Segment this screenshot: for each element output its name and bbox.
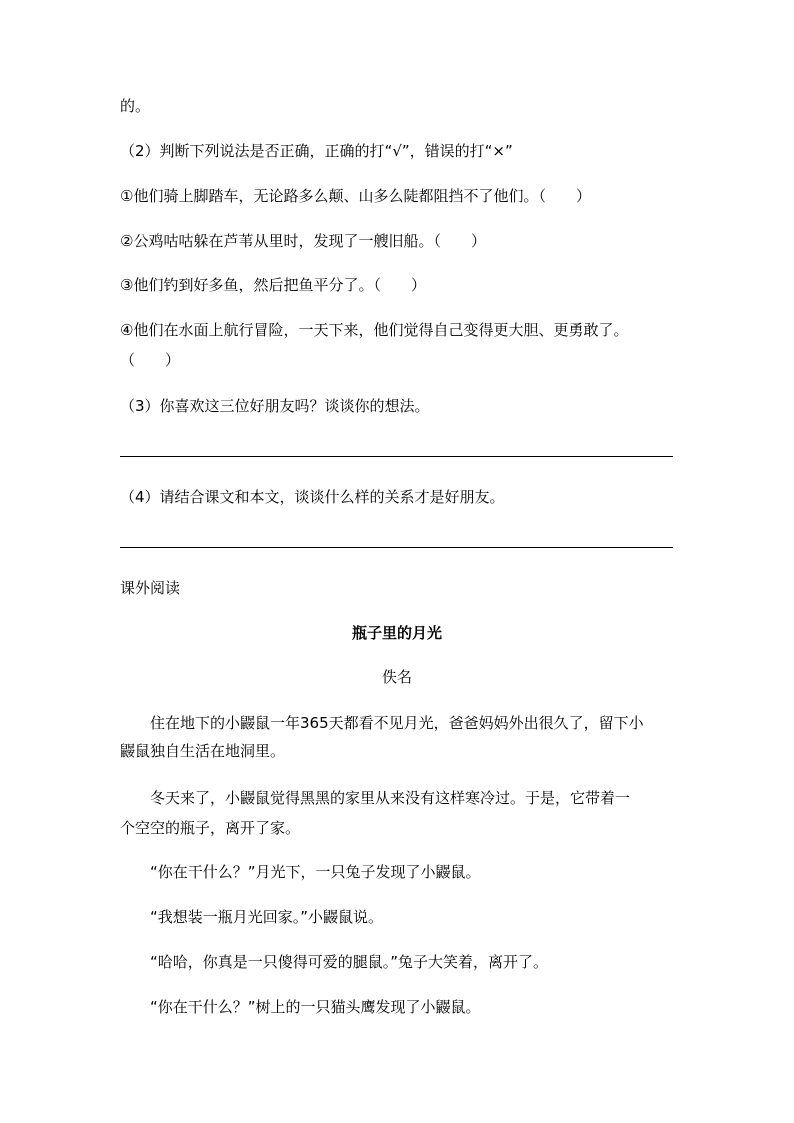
- story-line-8: “你在干什么？”树上的一只猫头鹰发现了小鼹鼠。: [150, 998, 481, 1016]
- q4-prompt: （4）请结合课文和本文，谈谈什么样的关系才是好朋友。: [120, 488, 505, 506]
- story-line-7: “哈哈，你真是一只傻得可爱的腿鼠。”兔子大笑着，离开了。: [150, 953, 549, 971]
- q4-answer-line: [120, 547, 673, 548]
- q3-prompt: （3）你喜欢这三位好朋友吗？谈谈你的想法。: [120, 397, 430, 415]
- story-line-1: 住在地下的小鼹鼠一年365天都看不见月光，爸爸妈妈外出很久了，留下小: [150, 714, 644, 732]
- q2-item-2: ②公鸡咕咕躲在芦苇从里时，发现了一艘旧船。（ ）: [120, 232, 486, 250]
- q2-item-4-bracket: （ ）: [120, 351, 181, 369]
- q2-item-3: ③他们钓到好多鱼，然后把鱼平分了。（ ）: [120, 276, 426, 294]
- story-title: 瓶子里的月光: [351, 624, 442, 642]
- story-line-5: “你在干什么？”月光下，一只兔子发现了小鼹鼠。: [150, 863, 481, 881]
- story-author: 佚名: [381, 668, 412, 686]
- q2-prompt: （2）判断下列说法是否正确，正确的打“√”，错误的打“×”: [120, 142, 513, 160]
- section-heading: 课外阅读: [120, 579, 181, 597]
- story-line-3: 冬天来了，小鼹鼠觉得黑黑的家里从来没有这样寒冷过。于是，它带着一: [150, 789, 631, 807]
- story-line-4: 个空空的瓶子，离开了家。: [120, 819, 301, 837]
- story-line-6: “我想装一瓶月光回家。”小鼹鼠说。: [150, 908, 384, 926]
- q3-answer-line: [120, 456, 673, 457]
- q2-item-1: ①他们骑上脚踏车，无论路多么颠、山多么陡都阻挡不了他们。（ ）: [120, 187, 591, 205]
- q1-tail: 的。: [120, 97, 151, 115]
- story-line-2: 鼹鼠独自生活在地洞里。: [120, 742, 286, 760]
- q2-item-4: ④他们在水面上航行冒险，一天下来，他们觉得自己变得更大胆、更勇敢了。: [120, 321, 629, 339]
